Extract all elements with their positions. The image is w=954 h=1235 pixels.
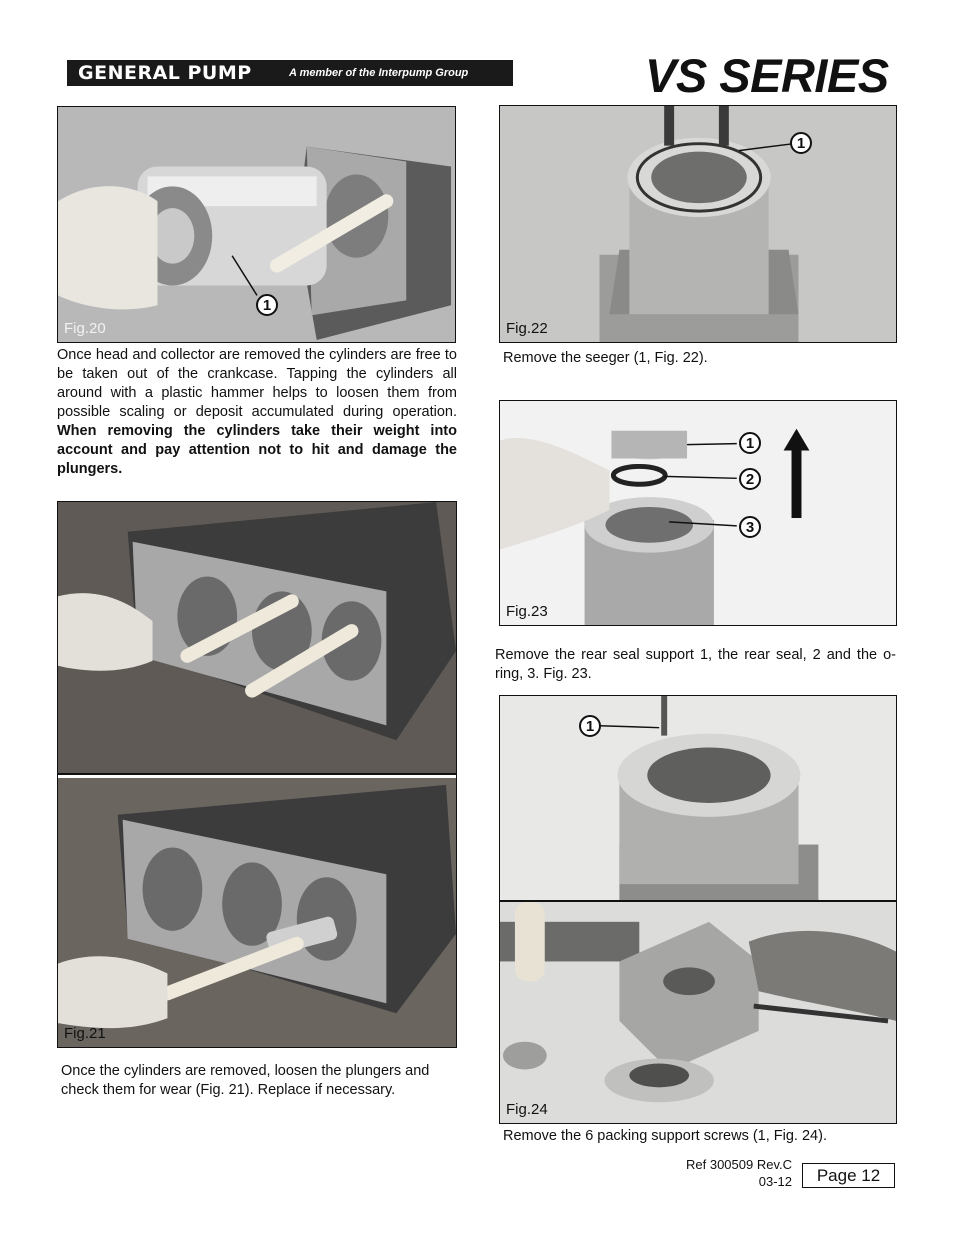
brand-name: GENERAL PUMP bbox=[78, 62, 252, 84]
fig20-callout-1: 1 bbox=[256, 294, 278, 316]
fig20-caption-bold: When removing the cylinders take their weight into account and pay attention not to hit and damage the plungers. bbox=[57, 423, 457, 477]
fig22-label: Fig.22 bbox=[506, 320, 548, 337]
fig20-caption bbox=[57, 346, 457, 479]
brand-bar bbox=[67, 60, 513, 86]
fig24-photo-bottom bbox=[499, 901, 897, 1124]
fig20-photo bbox=[57, 106, 456, 343]
fig22-photo bbox=[499, 105, 897, 343]
fig23-illustration bbox=[500, 401, 896, 625]
fig24-callout-1: 1 bbox=[579, 715, 601, 737]
fig24-top-illustration bbox=[500, 696, 896, 900]
fig21-bottom-illustration bbox=[58, 775, 456, 1047]
fig23-photo bbox=[499, 400, 897, 626]
brand-tagline: A member of the Interpump Group bbox=[289, 67, 469, 79]
fig22-illustration bbox=[500, 106, 896, 342]
fig23-label: Fig.23 bbox=[506, 603, 548, 620]
document-reference bbox=[686, 1156, 792, 1190]
reference-number: Ref 300509 Rev.C bbox=[686, 1157, 792, 1172]
fig24-caption: Remove the 6 packing support screws (1, Fig. 24). bbox=[503, 1128, 827, 1144]
fig21-top-illustration bbox=[58, 502, 456, 773]
fig22-callout-1: 1 bbox=[790, 132, 812, 154]
fig24-photo-top bbox=[499, 695, 897, 901]
fig22-caption: Remove the seeger (1, Fig. 22). bbox=[503, 350, 708, 366]
fig24-bottom-illustration bbox=[500, 902, 896, 1123]
fig23-callout-2: 2 bbox=[739, 468, 761, 490]
fig21-caption: Once the cylinders are removed, loosen the plungers and check them for wear (Fig. 21). Replace if necessary. bbox=[61, 1063, 430, 1098]
fig21-photo-top bbox=[57, 501, 457, 774]
fig23-callout-3: 3 bbox=[739, 516, 761, 538]
fig24-label: Fig.24 bbox=[506, 1101, 548, 1118]
fig21-label: Fig.21 bbox=[64, 1025, 106, 1042]
fig23-callout-1: 1 bbox=[739, 432, 761, 454]
page-number: Page 12 bbox=[802, 1163, 895, 1188]
fig20-label: Fig.20 bbox=[64, 320, 106, 337]
series-title: VS SERIES bbox=[645, 49, 889, 102]
reference-date: 03-12 bbox=[758, 1174, 792, 1189]
fig23-caption: Remove the rear seal support 1, the rear seal, 2 and the o-ring, 3. Fig. 23. bbox=[495, 647, 896, 682]
fig20-caption-plain: Once head and collector are removed the cylinders are free to be taken out of the crankcase. Tapping the cylinders all around with a plastic hammer helps to loosen them from possible scaling or deposit accumulated during operation. bbox=[57, 347, 457, 420]
fig21-photo-bottom bbox=[57, 774, 457, 1048]
